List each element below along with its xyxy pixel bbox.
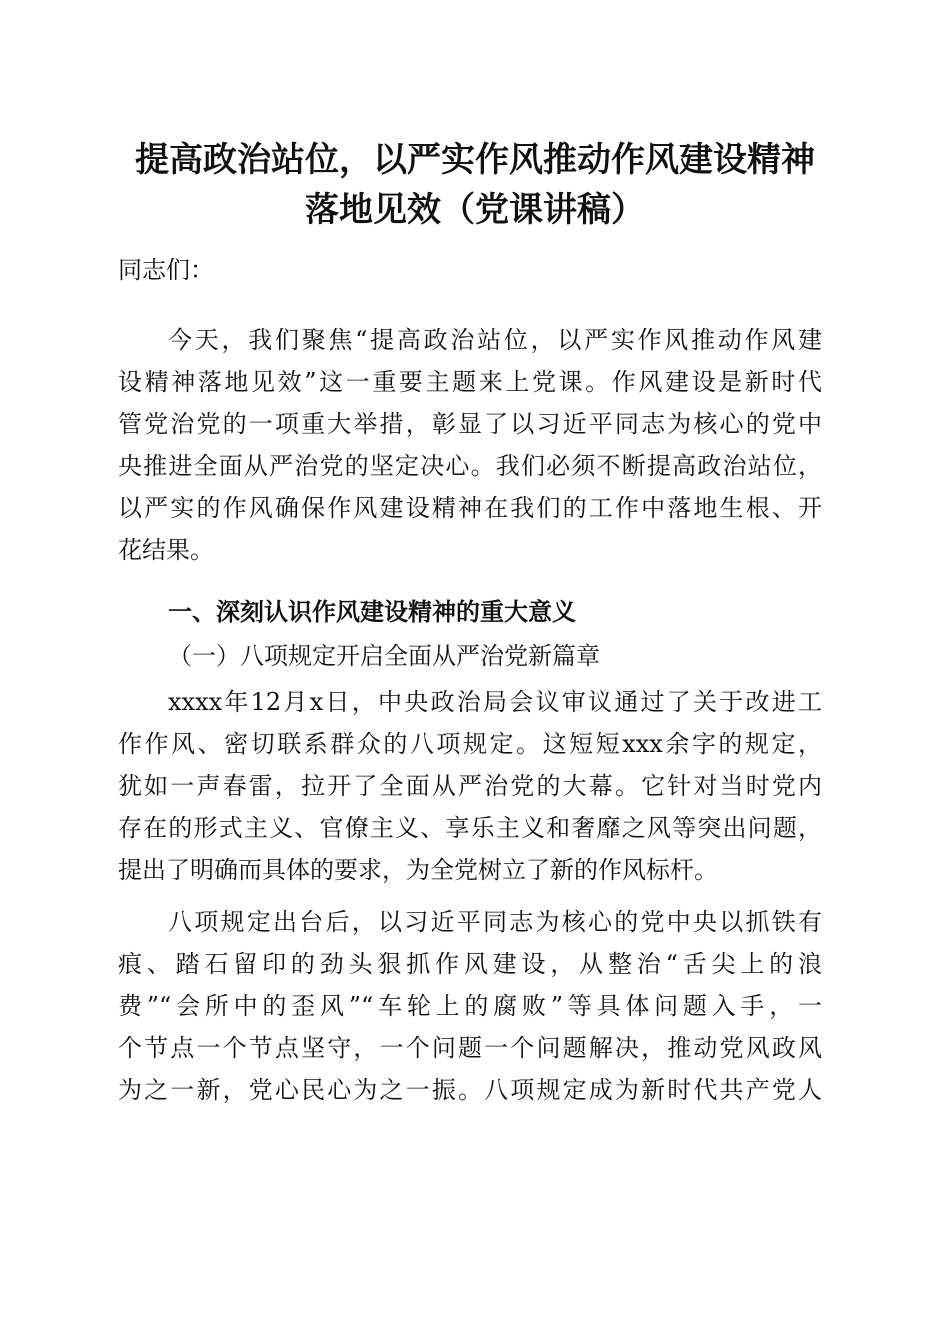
text-line: 央推进全面从严治党的坚定决心。我们必须不断提高政治站位， <box>118 452 822 480</box>
subsection-heading: （一）八项规定开启全面从严治党新篇章 <box>168 642 600 670</box>
paragraph-2 <box>118 901 822 1111</box>
text-line: 存在的形式主义、官僚主义、享乐主义和奢靡之风等突出问题， <box>118 814 822 842</box>
text-line: 作作风、密切联系群众的八项规定。这短短xxx余字的规定， <box>118 730 822 758</box>
text-line: 管党治党的一项重大举措，彰显了以习近平同志为核心的党中 <box>118 410 822 438</box>
document-body <box>118 249 822 1111</box>
paragraph-1 <box>118 681 822 891</box>
text-line: 以严实的作风确保作风建设精神在我们的工作中落地生根、开 <box>118 494 822 522</box>
text-line: 提出了明确而具体的要求，为全党树立了新的作风标杆。 <box>118 856 718 884</box>
title-line-2: 落地见效（党课讲稿） <box>305 190 645 230</box>
text-line: 费”“会所中的歪风”“车轮上的腐败”等具体问题入手，一 <box>118 992 822 1020</box>
salutation: 同志们： <box>118 256 214 284</box>
text-line: 设精神落地见效”这一重要主题来上党课。作风建设是新时代 <box>118 368 822 396</box>
text-line: 犹如一声春雷，拉开了全面从严治党的大幕。它针对当时党内 <box>118 772 822 800</box>
intro-paragraph <box>118 319 822 571</box>
text-line: xxxx年12月x日，中央政治局会议审议通过了关于改进工 <box>168 688 822 716</box>
text-line: 痕、踏石留印的劲头狠抓作风建设，从整治“舌尖上的浪 <box>118 950 822 978</box>
text-line: 为之一新，党心民心为之一振。八项规定成为新时代共产党人 <box>118 1076 822 1104</box>
text-line: 个节点一个节点坚守，一个问题一个问题解决，推动党风政风 <box>118 1034 822 1062</box>
document-title <box>110 135 840 235</box>
section-heading: 一、深刻认识作风建设精神的重大意义 <box>168 598 576 626</box>
text-line: 八项规定出台后，以习近平同志为核心的党中央以抓铁有 <box>168 908 822 936</box>
text-line: 今天，我们聚焦“提高政治站位，以严实作风推动作风建 <box>168 326 822 354</box>
text-line: 花结果。 <box>118 536 214 564</box>
title-line-1: 提高政治站位，以严实作风推动作风建设精神 <box>135 140 815 180</box>
